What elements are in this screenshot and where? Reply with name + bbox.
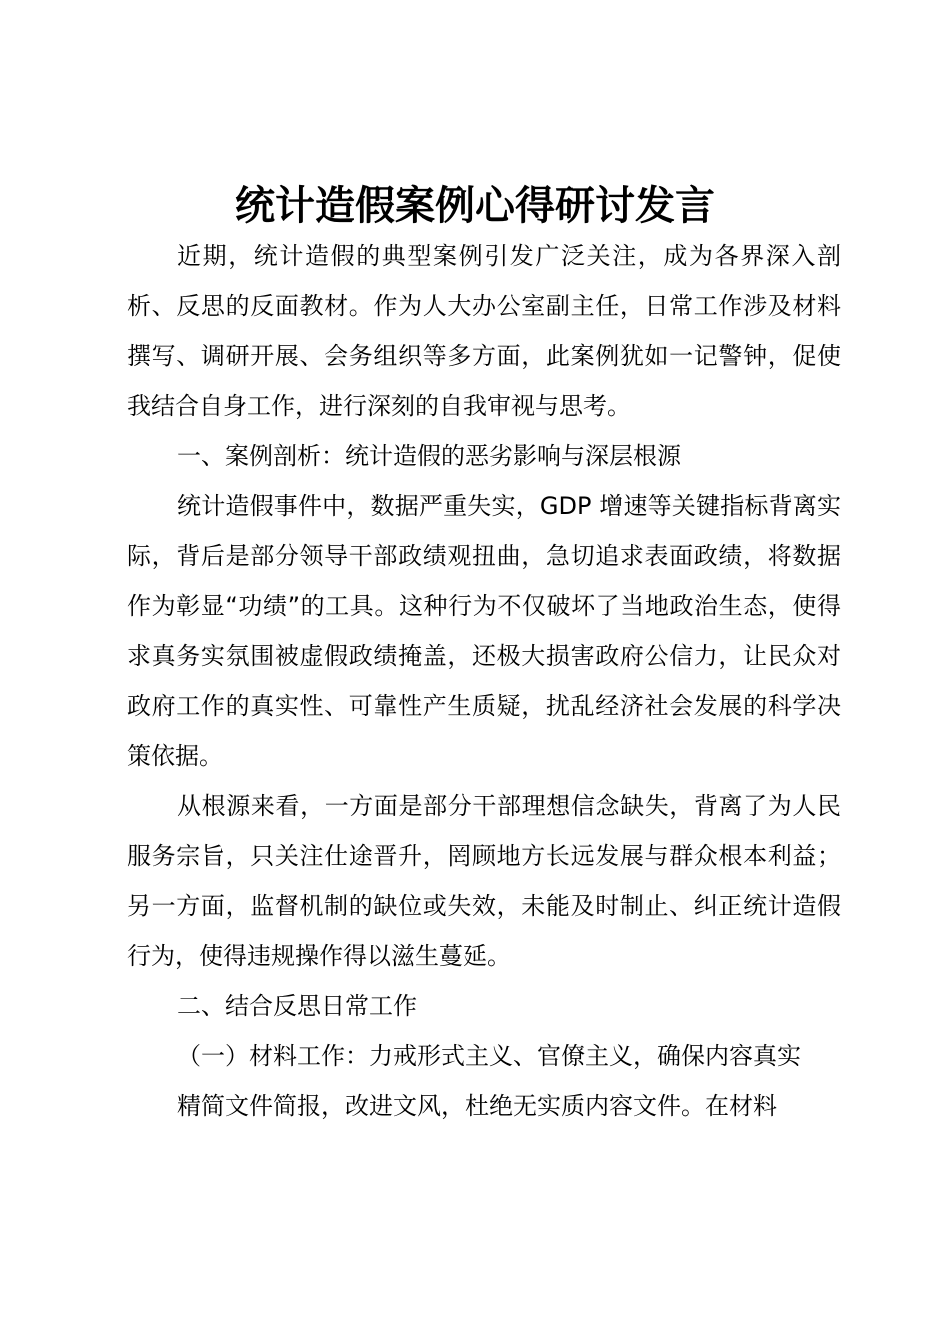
section-heading-2: 二、结合反思日常工作 — [177, 992, 417, 1020]
document-title: 统计造假案例心得研讨发言 — [235, 183, 715, 229]
analysis-paragraph: 统计造假事件中，数据严重失实，GDP 增速等关键指标背离实际，背后是部分领导干部政绩观扭曲，急切追求表面政绩，将数据作为彰显“功绩”的工具。这种行为不仅破坏了当地政治生态，使得求真务实氛围被虚假政绩掩盖，还极大损害政府公信力，让民众对政府工作的真实性、可靠性产生质疑，扰乱经济社会发展的科学决策依据。 — [127, 492, 841, 770]
intro-paragraph: 近期，统计造假的典型案例引发广泛关注，成为各界深入剖析、反思的反面教材。作为人大办公室副主任，日常工作涉及材料撰写、调研开展、会务组织等多方面，此案例犹如一记警钟，促使我结合自身工作，进行深刻的自我审视与思考。 — [127, 242, 841, 420]
materials-paragraph: 精简文件简报，改进文风，杜绝无实质内容文件。在材料 — [177, 1092, 777, 1120]
document-body — [127, 231, 841, 1131]
root-cause-paragraph: 从根源来看，一方面是部分干部理想信念缺失，背离了为人民服务宗旨，只关注仕途晋升，罔顾地方长远发展与群众根本利益；另一方面，监督机制的缺位或失效，未能及时制止、纠正统计造假行为，使得违规操作得以滋生蔓延。 — [127, 792, 841, 970]
section-heading-1: 一、案例剖析：统计造假的恶劣影响与深层根源 — [177, 442, 681, 470]
subsection-heading-1: （一）材料工作：力戒形式主义、官僚主义，确保内容真实 — [177, 1042, 801, 1070]
